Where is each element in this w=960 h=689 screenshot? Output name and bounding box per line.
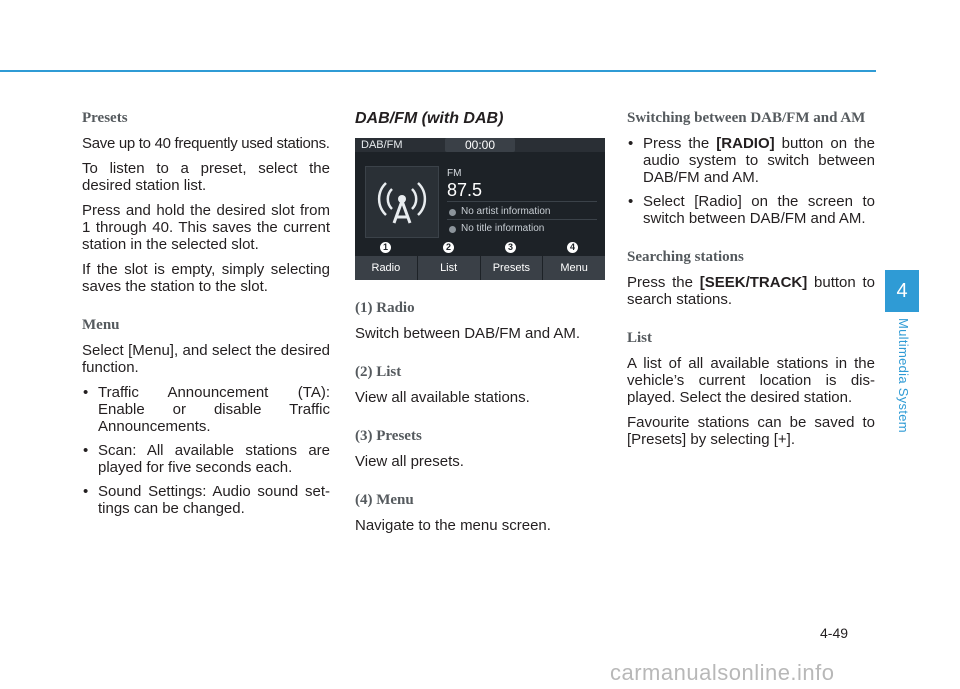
switching-bullet-list — [627, 135, 875, 227]
dab-fm-heading: DAB/FM (with DAB) — [355, 110, 504, 127]
presets-heading: Presets — [82, 110, 128, 126]
screen-frequency: 87.5 — [447, 180, 483, 200]
item-heading-presets: (3) Presets — [355, 428, 422, 444]
searching-paragraph: Press the [SEEK/TRACK] button to search stations. — [627, 274, 875, 308]
list-heading: List — [627, 330, 653, 346]
item-text-list: View all available stations. — [355, 389, 530, 406]
presets-paragraph-3: Press and hold the desired slot from 1 through 40. This saves the current station in the selected slot. — [82, 202, 330, 253]
artist-icon — [449, 209, 456, 216]
screen-clock: 00:00 — [445, 138, 515, 152]
list-item: • Select [Radio] on the screen to switch between DAB/FM and AM. — [627, 193, 875, 227]
top-rule — [0, 70, 876, 72]
antenna-signal-icon — [366, 167, 438, 237]
screen-presets-button[interactable]: Presets — [481, 256, 544, 280]
screen-divider — [447, 201, 597, 202]
screen-list-button[interactable]: List — [418, 256, 481, 280]
callout-badge-4: 4 — [567, 242, 578, 253]
screen-button-bar — [355, 256, 605, 280]
screen-radio-button[interactable]: Radio — [355, 256, 418, 280]
column-left — [82, 110, 330, 525]
title-icon — [449, 226, 456, 233]
list-item: • Traffic Announcement (TA): Enable or disable Traffic Announcements. — [82, 384, 330, 435]
page-number: 4-49 — [820, 625, 849, 641]
item-text-menu: Navigate to the menu screen. — [355, 517, 551, 534]
screen-band: FM — [447, 168, 462, 179]
list-paragraph-1: A list of all available stations in the vehicle’s current location is dis- played. Select the desired station. — [627, 355, 875, 406]
callout-badge-1: 1 — [380, 242, 391, 253]
screen-title: DAB/FM — [361, 139, 403, 151]
column-middle — [355, 110, 603, 542]
head-unit-screen — [355, 138, 605, 280]
menu-bullet-list — [82, 384, 330, 517]
item-heading-radio: (1) Radio — [355, 300, 415, 316]
list-paragraph-2: Favourite stations can be saved to [Presets] by selecting [+]. — [627, 414, 875, 448]
radio-tile — [365, 166, 439, 238]
watermark: carmanualsonline.info — [610, 660, 835, 685]
list-item: • Press the [RADIO] button on the audio system to switch between DAB/FM and AM. — [627, 135, 875, 186]
menu-paragraph-1: Select [Menu], and select the desired function. — [82, 342, 330, 376]
item-heading-list: (2) List — [355, 364, 402, 380]
screen-menu-button[interactable]: Menu — [560, 262, 588, 274]
presets-paragraph-2: To listen to a preset, select the desired station list. — [82, 160, 330, 194]
menu-heading: Menu — [82, 317, 120, 333]
item-heading-menu: (4) Menu — [355, 492, 414, 508]
screen-artist: No artist information — [461, 206, 551, 217]
presets-paragraph-4: If the slot is empty, simply selecting saves the station to the slot. — [82, 261, 330, 295]
switching-heading: Switching between DAB/FM and AM — [627, 110, 866, 126]
screen-song-title: No title information — [461, 223, 545, 234]
list-item: • Sound Settings: Audio sound set- tings can be changed. — [82, 483, 330, 517]
screen-divider — [447, 219, 597, 220]
chapter-tab: 4 — [885, 270, 919, 312]
chapter-label: Multimedia System — [896, 318, 911, 433]
callout-badge-3: 3 — [505, 242, 516, 253]
list-item: • Scan: All available stations are played for five seconds each. — [82, 442, 330, 476]
callout-badge-2: 2 — [443, 242, 454, 253]
column-right — [627, 110, 875, 456]
searching-heading: Searching stations — [627, 249, 744, 265]
item-text-presets: View all presets. — [355, 453, 464, 470]
presets-paragraph-1: Save up to 40 frequently used stations. — [82, 135, 330, 152]
item-text-radio: Switch between DAB/FM and AM. — [355, 325, 581, 342]
